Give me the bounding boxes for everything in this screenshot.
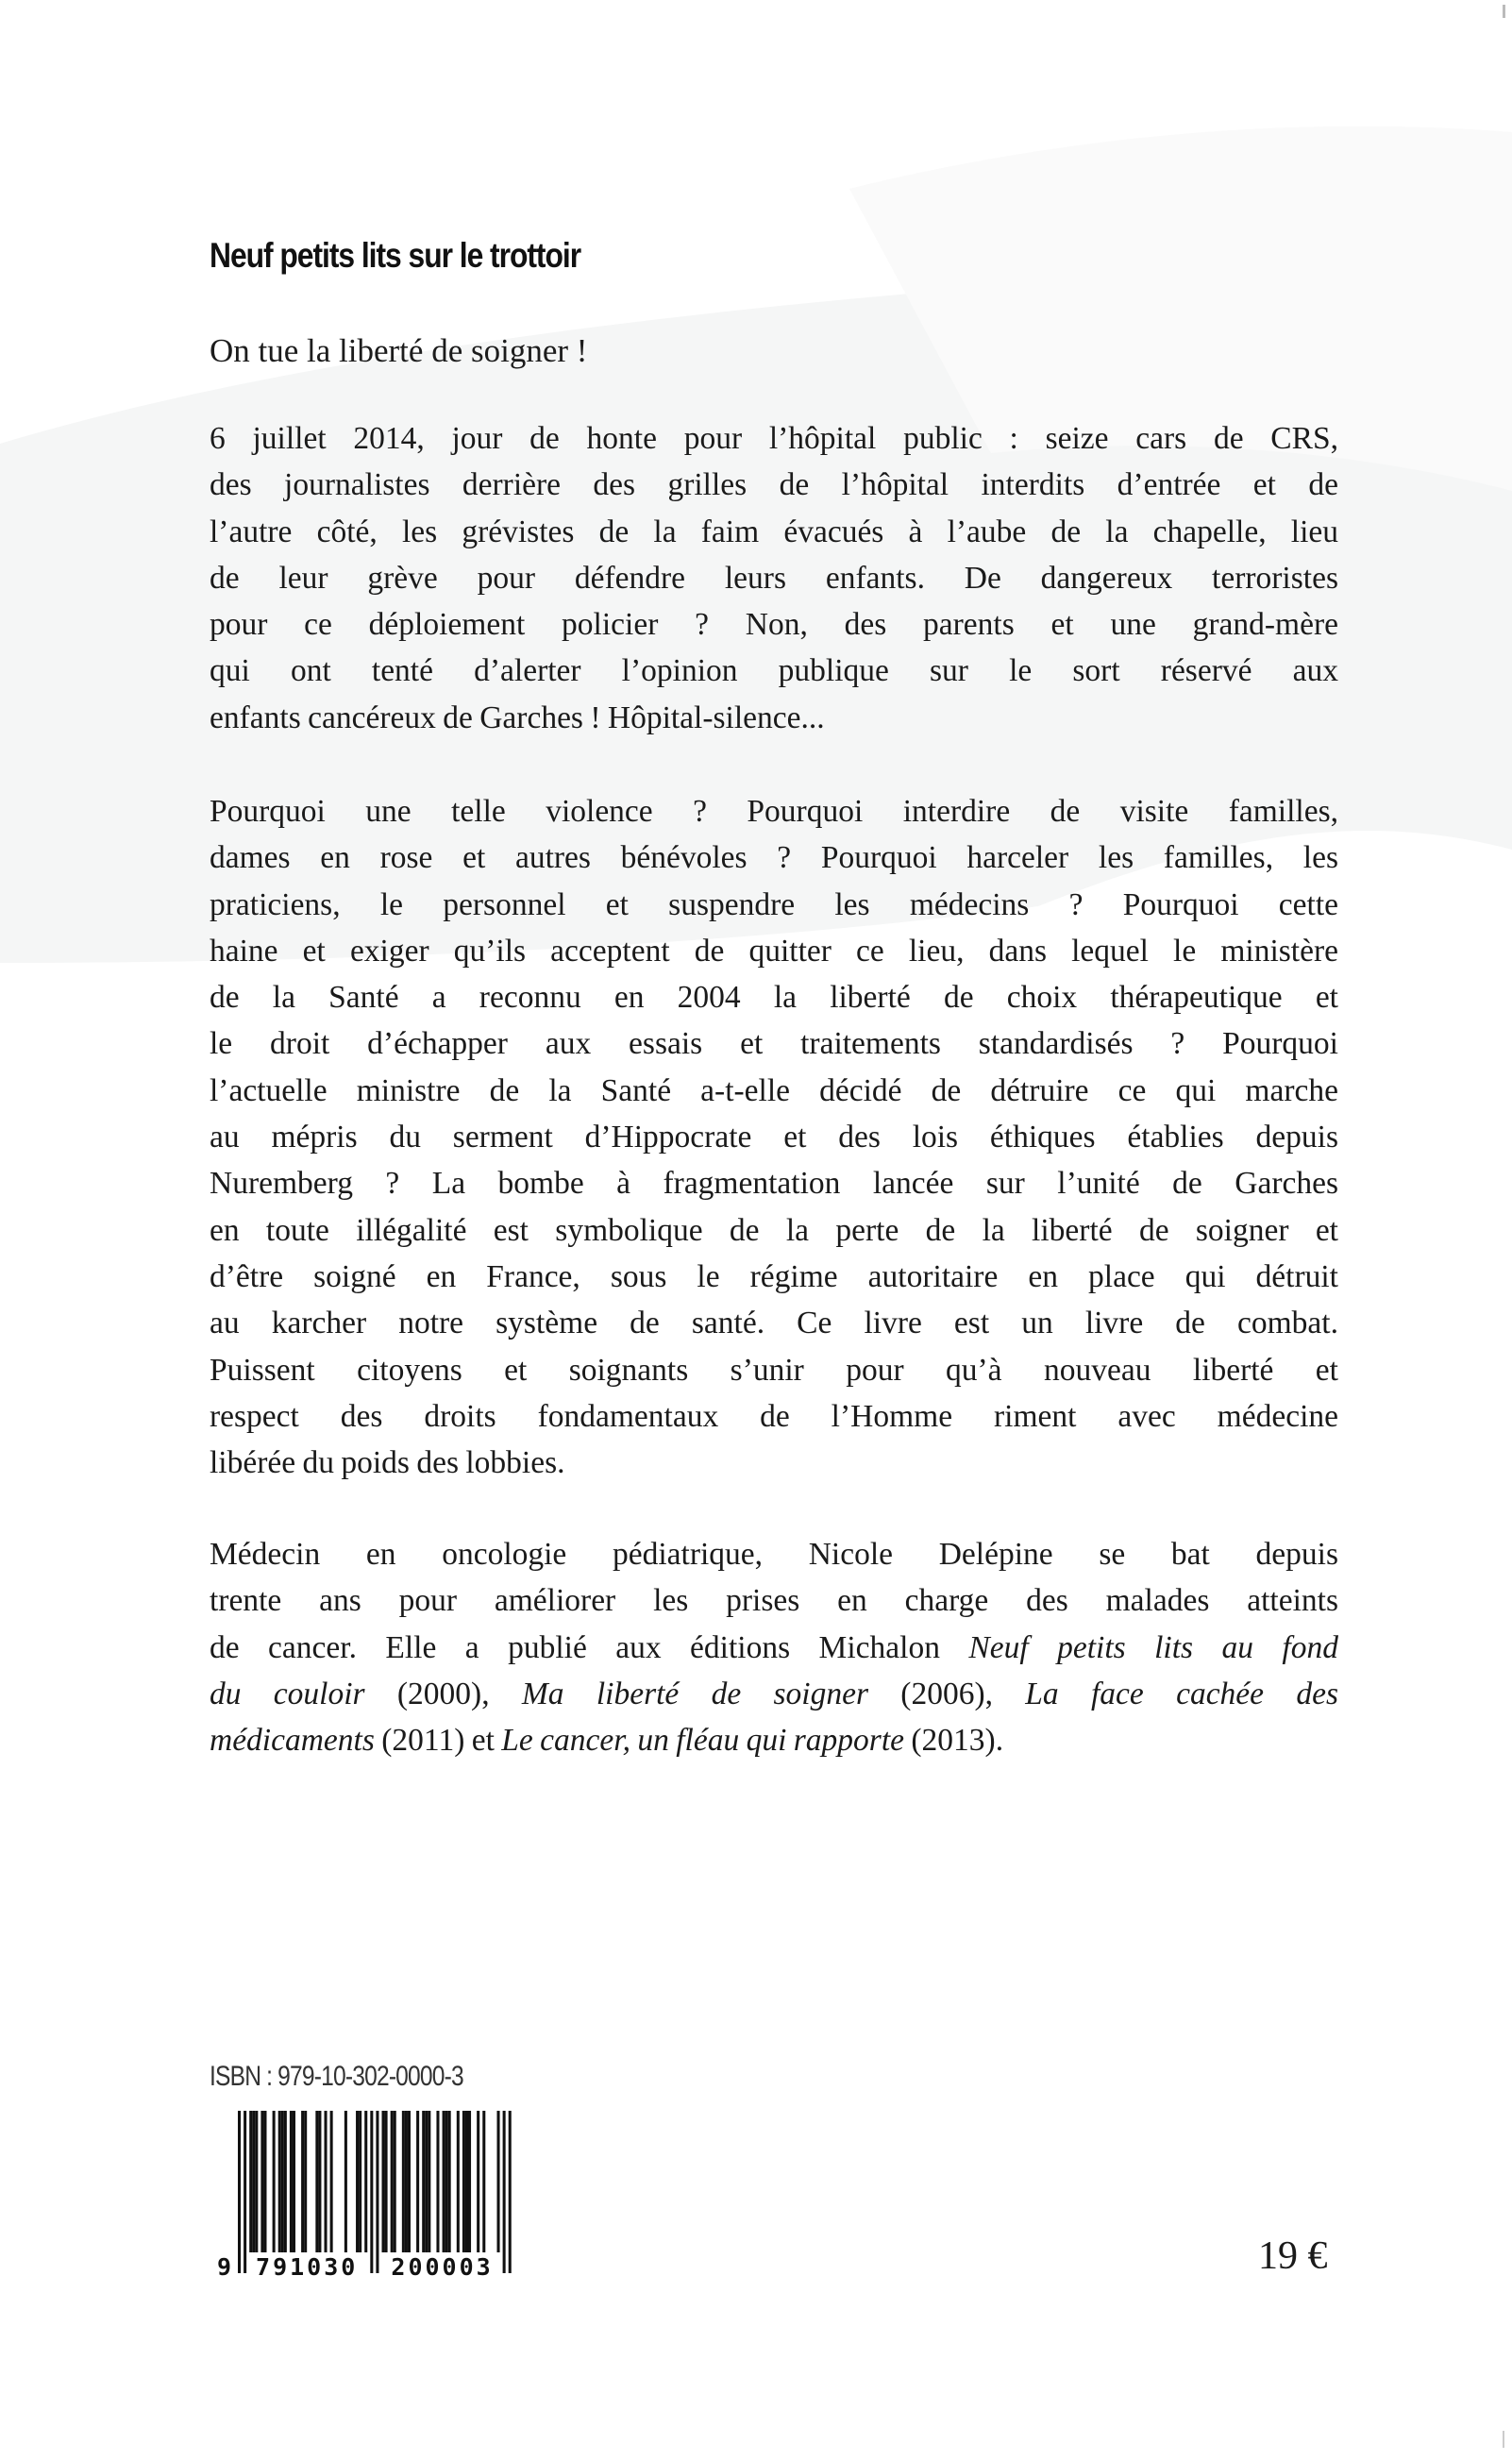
text-run: l’actuelle ministre de la Santé a-t-elle décidé de détruire ce qui marche [210, 1072, 1338, 1108]
text-run: pour ce déploiement policier ? Non, des parents et une grand-mère [210, 607, 1338, 643]
barcode-digits: 791030 [256, 2253, 359, 2281]
barcode-bar [255, 2111, 258, 2252]
text-run: d’être soigné en France, sous le régime autoritaire en place qui détruit [210, 1258, 1338, 1294]
text-run: Pourquoi une telle violence ? Pourquoi interdire de visite familles, [210, 794, 1338, 829]
tagline: On tue la liberté de soigner ! [210, 332, 588, 369]
barcode-bar [344, 2111, 347, 2252]
barcode-bar [436, 2111, 439, 2252]
barcode-bar [263, 2111, 266, 2252]
barcode-bar [509, 2111, 512, 2273]
book-title-italic: du couloir [210, 1676, 365, 1711]
text-run: le droit d’échapper aux essais et traitements standardisés ? Pourquoi [210, 1026, 1338, 1062]
barcode-bar [443, 2111, 445, 2252]
text-line [210, 462, 1338, 508]
barcode-bar [252, 2111, 255, 2252]
barcode-bar [462, 2111, 465, 2252]
book-title: Neuf petits lits sur le trottoir [210, 236, 581, 275]
text-run: (2006), [868, 1676, 1026, 1711]
text-run: respect des droits fondamentaux de l’Homme riment avec médecine [210, 1398, 1338, 1434]
text-line [210, 1347, 1338, 1393]
text-line [210, 1068, 1338, 1114]
book-title-italic: Neuf petits lits au fond [968, 1629, 1338, 1665]
book-title-italic: Le cancer, un fléau qui rapporte [501, 1723, 905, 1759]
barcode-bar [260, 2111, 263, 2252]
price: 19 € [1258, 2234, 1328, 2278]
blurb-paragraph-2 [210, 788, 1338, 1486]
author-bio-paragraph [210, 1531, 1338, 1763]
barcode-bar [315, 2111, 318, 2252]
barcode-bar [304, 2111, 307, 2252]
text-line [210, 1020, 1338, 1067]
text-line [210, 1207, 1338, 1254]
barcode-bar [273, 2111, 276, 2252]
text-run: Médecin en oncologie pédiatrique, Nicole Delépine se bat depuis [210, 1537, 1338, 1572]
text-run: dames en rose et autres bénévoles ? Pourquoi harceler les familles, les [210, 840, 1338, 876]
barcode-bar [402, 2111, 405, 2252]
text-run: enfants cancéreux de Garches ! Hôpital-silence... [210, 700, 825, 735]
barcode-digits: 200003 [391, 2253, 494, 2281]
barcode-bar [370, 2111, 373, 2273]
text-run: trente ans pour améliorer les prises en charge des malades atteints [210, 1583, 1338, 1619]
barcode-bar [422, 2111, 425, 2252]
barcode-bar [290, 2111, 293, 2252]
text-line [210, 1254, 1338, 1300]
book-title-italic: Ma liberté de soigner [521, 1676, 868, 1711]
barcode-bar [457, 2111, 460, 2252]
text-line [210, 882, 1338, 928]
text-line [210, 834, 1338, 881]
text-line [210, 1300, 1338, 1346]
text-line [210, 1160, 1338, 1206]
barcode-bar [394, 2111, 396, 2252]
text-line [210, 1440, 1338, 1486]
barcode-bar [318, 2111, 321, 2252]
barcode-bar [382, 2111, 385, 2252]
text-line [210, 928, 1338, 974]
text-run: de la Santé a reconnu en 2004 la liberté de choix thérapeutique et [210, 980, 1338, 1016]
text-run: de cancer. Elle a publié aux éditions Michalon [210, 1629, 969, 1665]
barcode-bar [249, 2111, 252, 2252]
text-run: (2000), [364, 1676, 522, 1711]
text-run: de leur grève pour défendre leurs enfants. De dangereux terroristes [210, 560, 1338, 596]
text-run: en toute illégalité est symbolique de la perte de la liberté de soigner et [210, 1212, 1338, 1248]
barcode-bar [391, 2111, 394, 2252]
blurb-paragraph-1 [210, 415, 1338, 741]
barcode-digits: 9 [217, 2253, 232, 2281]
barcode-bar [425, 2111, 428, 2252]
book-title-italic: La face cachée des [1025, 1676, 1339, 1711]
text-run: au karcher notre système de santé. Ce livre est un livre de combat. [210, 1306, 1338, 1341]
text-run: libérée du poids des lobbies. [210, 1445, 565, 1481]
edge-mark [1503, 2431, 1504, 2448]
barcode-bar [385, 2111, 388, 2252]
barcode-bar [284, 2111, 287, 2252]
barcode-bar [330, 2111, 333, 2252]
barcode-bar [238, 2111, 241, 2273]
barcode [213, 2111, 525, 2285]
text-line [210, 509, 1338, 555]
barcode-bar [497, 2111, 500, 2252]
barcode-bar [278, 2111, 281, 2252]
text-line [210, 1671, 1338, 1717]
text-run: des journalistes derrière des grilles de l’hôpital interdits d’entrée et de [210, 467, 1338, 503]
text-line [210, 1577, 1338, 1624]
text-run: au mépris du serment d’Hippocrate et des lois éthiques établies depuis [210, 1120, 1338, 1155]
text-line [210, 1531, 1338, 1577]
barcode-bar [477, 2111, 479, 2252]
barcode-bar [301, 2111, 304, 2252]
text-run: (2013). [904, 1723, 1004, 1759]
edge-mark [1503, 5, 1505, 18]
barcode-bar [293, 2111, 295, 2252]
barcode-bar [503, 2111, 506, 2273]
text-line [210, 555, 1338, 601]
barcode-bar [416, 2111, 419, 2252]
barcode-bar [468, 2111, 471, 2252]
text-line [210, 974, 1338, 1020]
text-line [210, 1717, 1338, 1763]
text-run: praticiens, le personnel et suspendre les médecins ? Pourquoi cette [210, 886, 1338, 922]
text-line [210, 648, 1338, 694]
text-line [210, 788, 1338, 834]
book-title-italic: médicaments [210, 1723, 375, 1759]
barcode-bar [325, 2111, 328, 2252]
text-line [210, 1625, 1338, 1671]
barcode-bar [356, 2111, 359, 2252]
barcode-bar [465, 2111, 468, 2252]
text-run: haine et exiger qu’ils acceptent de quitter ce lieu, dans lequel le ministère [210, 933, 1338, 969]
text-run: 6 juillet 2014, jour de honte pour l’hôpital public : seize cars de CRS, [210, 421, 1338, 456]
text-run: qui ont tenté d’alerter l’opinion publique sur le sort réservé aux [210, 653, 1338, 689]
isbn-label: ISBN : 979-10-302-0000-3 [210, 2061, 463, 2092]
barcode-bar [244, 2111, 246, 2273]
text-line [210, 415, 1338, 462]
barcode-bar [408, 2111, 411, 2252]
text-run: Nuremberg ? La bombe à fragmentation lancée sur l’unité de Garches [210, 1166, 1338, 1202]
text-line [210, 1393, 1338, 1440]
text-line [210, 695, 1338, 741]
text-line [210, 601, 1338, 648]
text-run: l’autre côté, les grévistes de la faim évacués à l’aube de la chapelle, lieu [210, 514, 1338, 549]
barcode-bar [428, 2111, 430, 2252]
barcode-bar [359, 2111, 361, 2252]
barcode-bar [445, 2111, 448, 2252]
barcode-bar [376, 2111, 378, 2273]
barcode-bar [281, 2111, 284, 2252]
barcode-bar [448, 2111, 451, 2252]
text-line [210, 1114, 1338, 1160]
barcode-bar [482, 2111, 485, 2252]
text-run: Puissent citoyens et soignants s’unir pour qu’à nouveau liberté et [210, 1352, 1338, 1388]
text-run: (2011) et [374, 1723, 502, 1759]
barcode-bar [405, 2111, 408, 2252]
barcode-bar [364, 2111, 367, 2252]
